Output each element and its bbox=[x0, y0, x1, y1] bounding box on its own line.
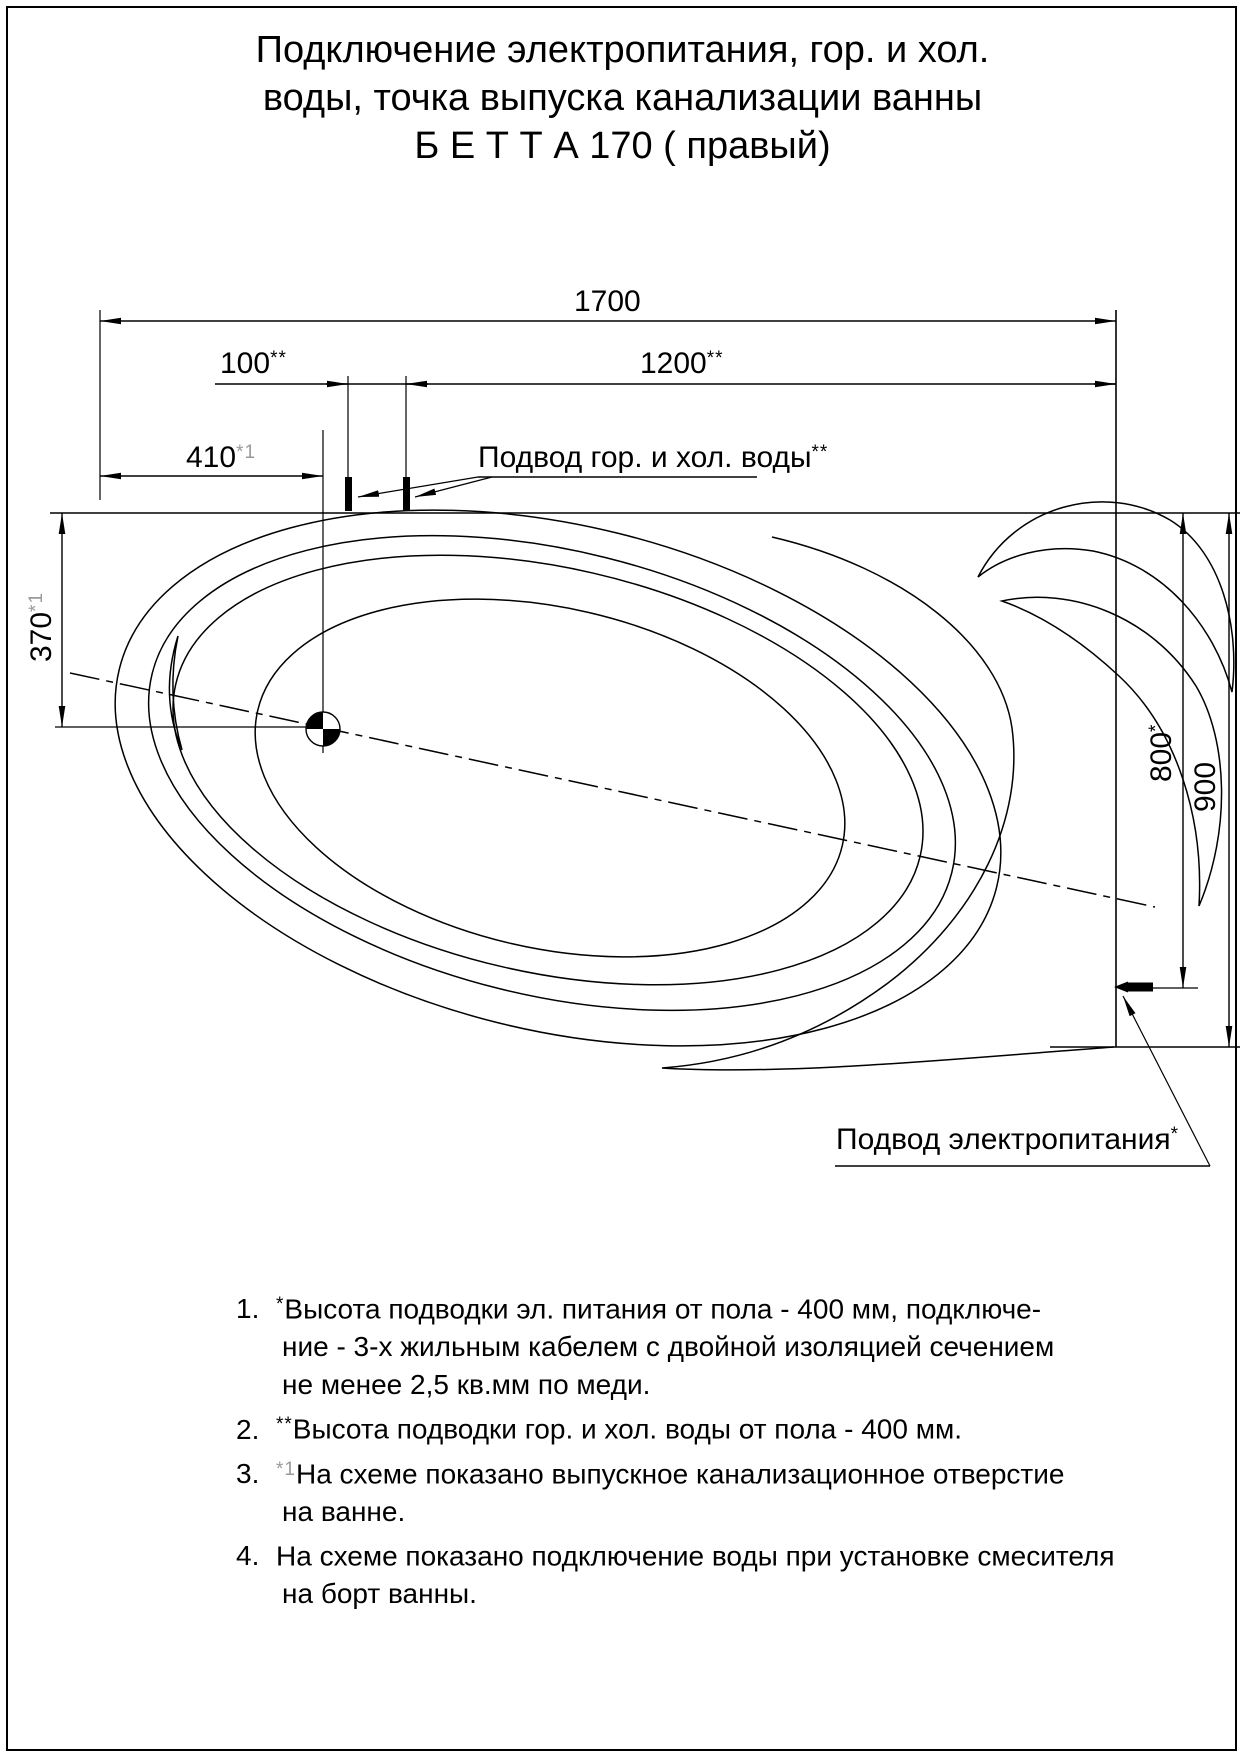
note-number: 1. bbox=[236, 1293, 260, 1325]
dim-sup: *1 bbox=[236, 442, 257, 463]
label-text: Подвод электропитания bbox=[836, 1123, 1171, 1156]
note-number: 3. bbox=[236, 1457, 260, 1489]
cold-water-mark bbox=[403, 477, 410, 511]
note-3 bbox=[236, 1449, 1115, 1531]
dim-sup: * bbox=[1146, 723, 1167, 732]
dim-value: 370 bbox=[25, 611, 58, 662]
note-text: на борт ванны. bbox=[282, 1578, 477, 1610]
dim-sup: ** bbox=[270, 348, 287, 369]
dim-text-370 bbox=[24, 592, 59, 662]
note-line bbox=[236, 1284, 1115, 1328]
note-sup: * bbox=[276, 1294, 285, 1315]
dim-text-1200 bbox=[640, 346, 724, 381]
note-line bbox=[236, 1493, 1115, 1531]
dim-value: 900 bbox=[1189, 761, 1222, 812]
dim-value: 1200 bbox=[640, 347, 707, 380]
note-line bbox=[236, 1449, 1115, 1493]
tub-left-detail bbox=[169, 636, 182, 750]
note-text: не менее 2,5 кв.мм по меди. bbox=[282, 1369, 651, 1401]
note-line bbox=[236, 1531, 1115, 1575]
corner-panel-sweep bbox=[662, 537, 1114, 1070]
dim-sup: *1 bbox=[26, 591, 47, 612]
dim-value: 100 bbox=[220, 347, 271, 380]
note-line bbox=[236, 1575, 1115, 1613]
note-text: ние - 3-х жильным кабелем с двойной изоляцией сечением bbox=[282, 1331, 1055, 1363]
title-line-3: Б Е Т Т А 170 ( правый) bbox=[414, 125, 831, 167]
label-sup: ** bbox=[811, 442, 829, 463]
headrest-curve-lower bbox=[1002, 597, 1222, 906]
dim-value: 410 bbox=[186, 441, 237, 474]
drain-symbol bbox=[306, 712, 340, 746]
note-2 bbox=[236, 1404, 1115, 1448]
water-supply-points bbox=[345, 477, 757, 511]
extension-lines bbox=[55, 310, 1198, 988]
note-text: Высота подводки гор. и хол. воды от пола - 400 мм. bbox=[292, 1413, 962, 1445]
note-text: На схеме показано выпускное канализационное отверстие bbox=[295, 1457, 1065, 1489]
dim-text-410 bbox=[186, 440, 256, 475]
dim-value: 1700 bbox=[574, 285, 641, 318]
center-axis-line bbox=[70, 673, 1155, 907]
note-text: на ванне. bbox=[282, 1495, 406, 1527]
note-sup: ** bbox=[276, 1414, 293, 1436]
note-4 bbox=[236, 1531, 1115, 1613]
note-text: На схеме показано подключение воды при установке смесителя bbox=[276, 1540, 1115, 1572]
power-supply-label bbox=[836, 1122, 1179, 1157]
note-1 bbox=[236, 1284, 1115, 1404]
dimension-lines bbox=[62, 321, 1229, 1047]
dim-value: 800 bbox=[1145, 731, 1178, 782]
label-text: Подвод гор. и хол. воды bbox=[478, 441, 812, 474]
label-sup: * bbox=[1170, 1124, 1180, 1145]
tub-rim-contour bbox=[99, 458, 1006, 1088]
note-number: 2. bbox=[236, 1413, 260, 1445]
notes-block bbox=[236, 1284, 1115, 1613]
tub-rim-inner-contour bbox=[130, 487, 965, 1053]
tub-basin-contour bbox=[219, 545, 880, 1011]
drain-quadrant bbox=[306, 712, 323, 729]
bathtub-outline bbox=[58, 424, 1233, 1132]
water-supply-label bbox=[478, 440, 828, 475]
title-line-2: воды, точка выпуска канализации ванны bbox=[262, 77, 983, 119]
dim-text-1700 bbox=[574, 284, 641, 319]
note-text: Высота подводки эл. питания от пола - 400 мм, подключе- bbox=[284, 1293, 1042, 1325]
dim-text-800 bbox=[1144, 724, 1179, 782]
water-leader-line bbox=[358, 477, 478, 497]
note-line bbox=[236, 1404, 1115, 1448]
note-sup: *1 bbox=[276, 1458, 296, 1480]
note-number: 4. bbox=[236, 1540, 260, 1572]
dim-text-900 bbox=[1188, 762, 1223, 812]
water-leader-line bbox=[415, 477, 492, 497]
note-line bbox=[236, 1328, 1115, 1366]
drain-quadrant bbox=[323, 729, 340, 746]
note-line bbox=[236, 1366, 1115, 1404]
wall-line bbox=[50, 310, 1240, 1047]
title-line-1: Подключение электропитания, гор. и хол. bbox=[255, 29, 990, 71]
dim-sup: ** bbox=[706, 348, 724, 369]
dim-text-100 bbox=[220, 346, 287, 381]
hot-water-mark bbox=[345, 477, 352, 511]
